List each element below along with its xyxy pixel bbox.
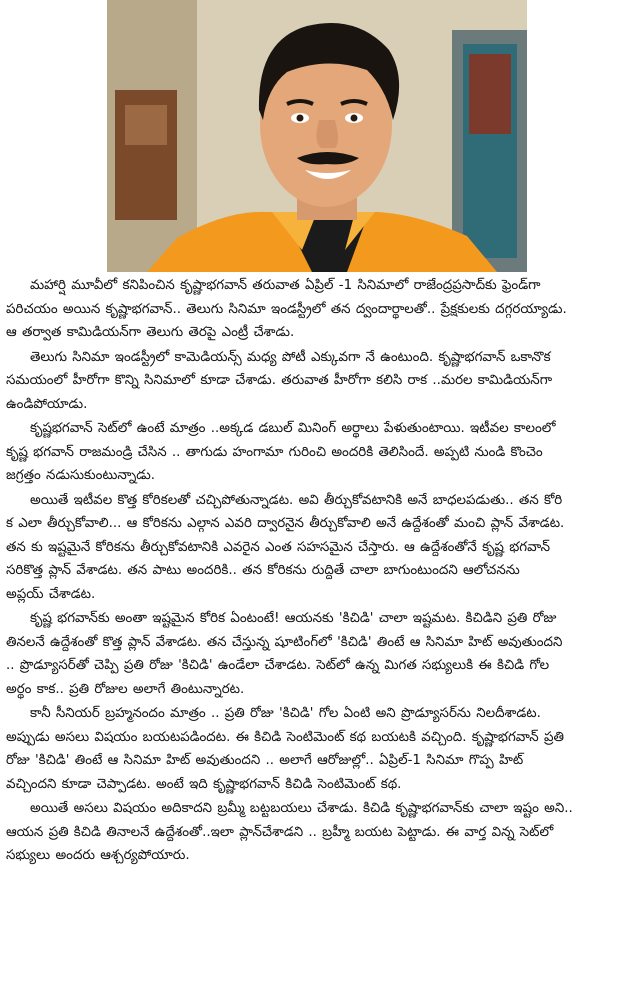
article-paragraph bbox=[6, 797, 630, 868]
article-paragraph bbox=[6, 274, 630, 345]
paragraph-line: కానీ సీనియర్ బ్రహ్మనందం మాత్రం .. ప్రతి రోజు 'కిచిడి' గోల ఏంటి అని ప్రొడ్యూసర్‌ను నిలదీశాడట. bbox=[30, 706, 541, 721]
article-paragraph bbox=[6, 607, 630, 701]
paragraph-line: అర్థం కాక.. ప్రతి రోజుల అలాగే తింటున్నారట. bbox=[6, 681, 245, 697]
paragraph-line: కృష్ణభగవాన్ సెట్‌లో ఉంటే మాత్రం ..అక్కడ డబుల్ మినింగ్ అర్థాలు పేళుతుంటాయి. ఇటీవల కాలంలో bbox=[30, 421, 556, 436]
paragraph-line: అయితే ఇటీవల కొత్త కోరికలతో చచ్చిపోతున్నాడట. అవి తీర్చుకోవటానికి అనే బాధలపడుతు.. తన కోరి bbox=[30, 492, 563, 508]
article-body bbox=[6, 274, 630, 869]
paragraph-line: ఆ తర్వాత కామిడియన్‌గా తెలుగు తెరపై ఎంట్రీ చేశాడు. bbox=[6, 325, 295, 340]
paragraph-line: ఉండిపోయాడు. bbox=[6, 396, 88, 412]
paragraph-line: అప్లయ్ చేశాడట. bbox=[6, 586, 96, 602]
paragraph-line: అప్పుడు అసలు విషయం బయటపడిందట. ఈ కిచిడి సెంటిమెంట్ కథ బయటకి వచ్చింది. కృష్ణాభగవాన్ ప్రతి bbox=[6, 729, 564, 745]
paragraph-line: అయితే అసలు విషయం అదికాదని బ్రమ్మీ బట్టబయలు చేశాడు. కిచిడి కృష్ణాభగవాన్‌కు చాలా ఇష్టం అని.. bbox=[30, 801, 573, 816]
paragraph-line: రోజు 'కిచిడి' తింటే ఆ సినిమా హిట్ అవుతుందని .. అలాగే ఆరోజుల్లో.. ఏప్రిల్-1 సినిమా గొప్ప హిట్ bbox=[6, 753, 524, 768]
article-paragraph bbox=[6, 702, 630, 796]
actor-portrait-image bbox=[107, 0, 527, 272]
paragraph-line: సరికొత్త ప్లాన్ వేశాడట. తన పాటు అందరికి.. తన కోరికను రుద్దితే చాలా బాగుంటుందని ఆలోచనను bbox=[6, 563, 520, 578]
paragraph-line: సభ్యులు అందరు ఆశ్చర్యపోయారు. bbox=[6, 848, 190, 863]
paragraph-line: తెలుగు సినిమా ఇండస్ట్రీలో కామెడియన్స్ మధ్య పోటీ ఎక్కువగా నే ఉంటుంది. కృష్ణాభగవాన్ ఒకానొక bbox=[30, 349, 551, 365]
paragraph-line: మహార్షి మూవీలో కనిపించిన కృష్ణాభగవాన్ తరువాత ఏప్రిల్ -1 సినిమాలో రాజేంద్రప్రసాద్‌కు ఫ్రెండ్‌గా bbox=[30, 278, 541, 293]
paragraph-line: పరిచయం అయిన కృష్ణాభగవాన్.. తెలుగు సినిమా ఇండస్ట్రీలో తన ద్వందార్థాలతో.. ప్రేక్షకులకు దగ్గరయ్యాడు. bbox=[6, 301, 567, 317]
paragraph-line: ఆయన ప్రతి కిచిడి తినాలనే ఉద్దేశంతో..ఇలా ప్లాన్‌చేశాడని .. బ్రహ్మీ బయట పెట్టాడు. ఈ వార్త విన్న సెట్‌లో bbox=[6, 824, 554, 840]
paragraph-line: తన కు ఇష్టమైనే కోరికను తీర్చుకోవటానికి ఎవరైన ఎంత సహసమైన చేస్తారు. ఆ ఉద్దేశంతోనే కృష్ణ భగవాన్ bbox=[6, 539, 551, 555]
paragraph-line: .. ప్రొడ్యూసర్‌తో చెప్పి ప్రతి రోజు 'కిచిడి' ఉండేలా చేశాడట. సెట్‌లో ఉన్న మిగత సభ్యులుకి ఈ కిచిడి గోల bbox=[6, 658, 550, 673]
paragraph-line: క ఎలా తీర్చుకోవాలి... ఆ కోరికను ఎల్గాన ఎవరి ద్వారనైన తీర్చుకోవాలి అనే ఉద్దేశంతో మంచి ప్లాన్ వేశాడట. bbox=[6, 516, 565, 531]
paragraph-line: కృష్ణ భగవాన్‌కు అంతా ఇష్టమైన కోరిక ఏంటంటే! ఆయనకు 'కిచిడి' చాలా ఇష్టమట. కిచిడిని ప్రతి రోజు bbox=[30, 611, 557, 626]
article-paragraph bbox=[6, 346, 630, 417]
article-paragraph bbox=[6, 489, 630, 607]
paragraph-line: వచ్చిందని కూడా చెప్పాడట. అంటే ఇది కృష్ణాభగవాన్ కిచిడి సెంటిమెంట్ కథ. bbox=[6, 776, 402, 792]
article-paragraph bbox=[6, 417, 630, 488]
actor-photo bbox=[107, 0, 527, 272]
paragraph-line: తినలనే ఉద్దేశంతో కొత్త ప్లాన్ వేశాడట. తన చేస్తున్న షూటింగ్‌లో 'కిచిడి' తింటే ఆ సినిమా హిట్ అవుతుందని bbox=[6, 634, 563, 650]
paragraph-line: సమయంలో హీరోగా కొన్ని సినిమాలో కూడా చేశాడు. తరువాత హీరోగా కలిసి రాక ..మరల కామిడియన్‌గా bbox=[6, 373, 553, 388]
paragraph-line: కృష్ణ భగవాన్ రాజమండ్రి చేసిన .. తాగుడు హంగామా గురించి అందరికి తెలిసిందే. అప్పటి నుండి కొంచెం bbox=[6, 444, 543, 460]
paragraph-line: జగ్రత్తం నడుసుకుంటున్నాడు. bbox=[6, 468, 156, 483]
